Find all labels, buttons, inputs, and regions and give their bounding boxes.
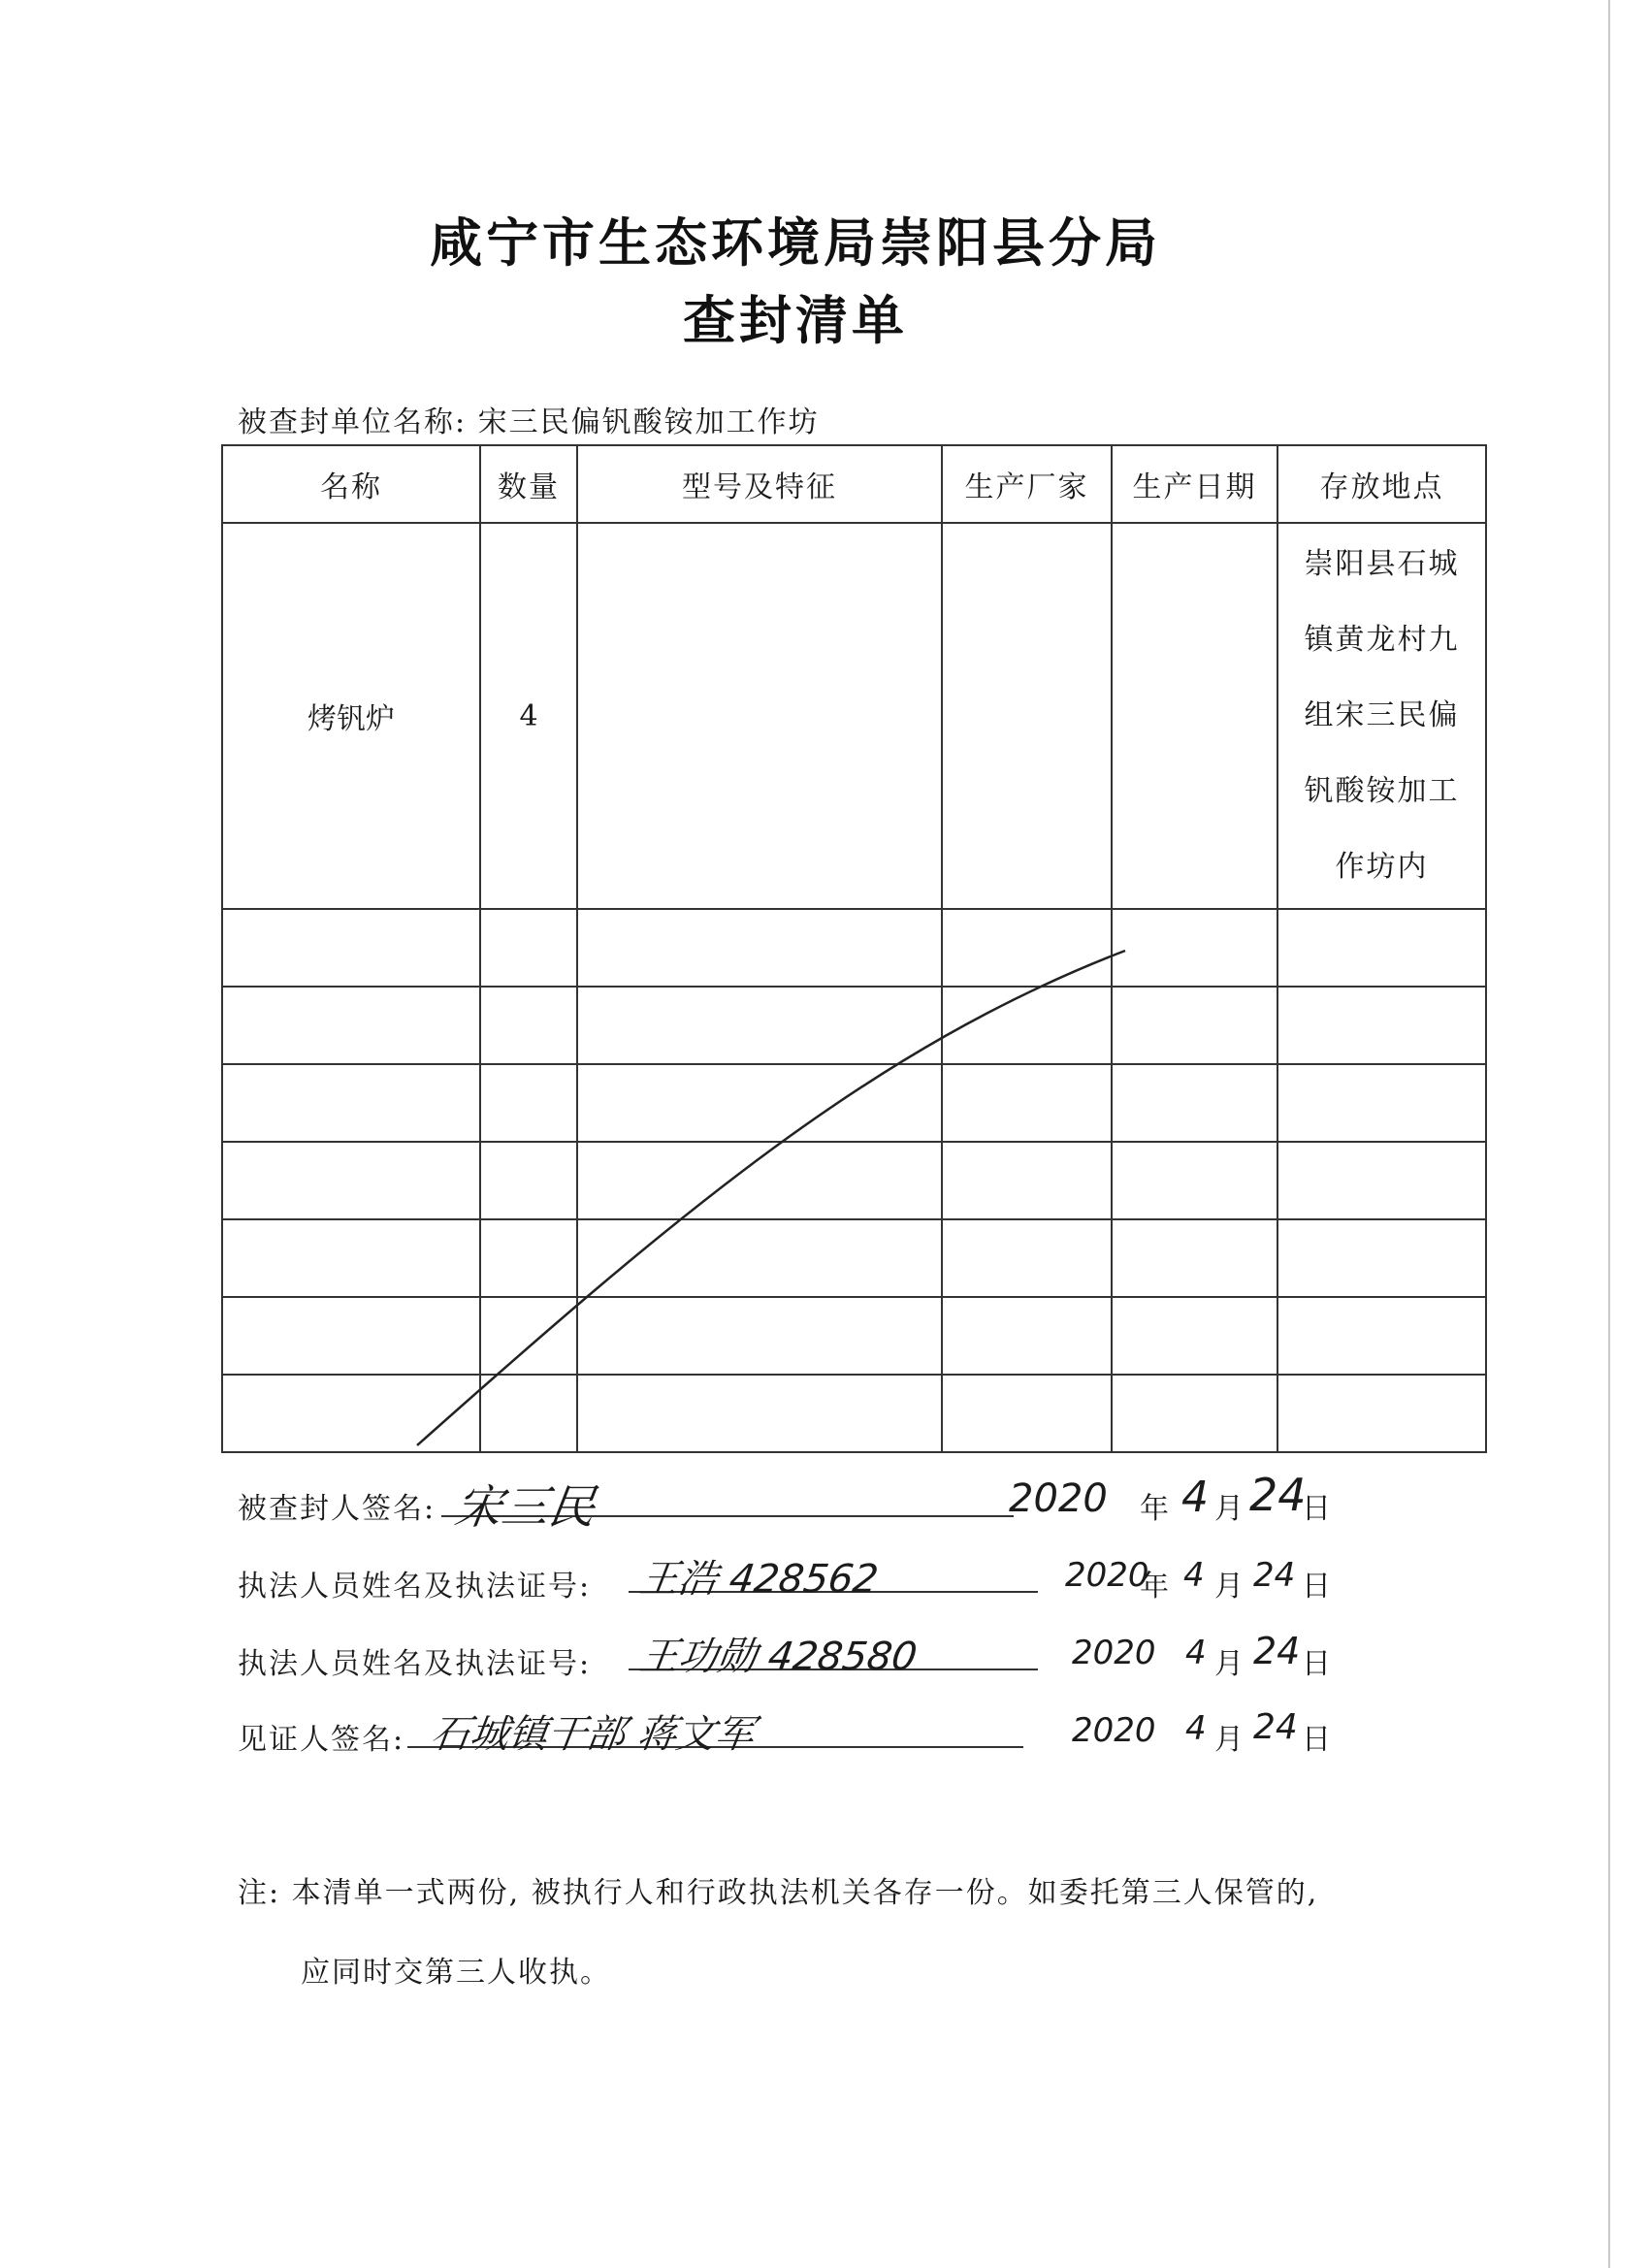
sealed-unit-label: 被查封单位名称: xyxy=(238,405,468,439)
location-line: 镇黄龙村九 xyxy=(1304,623,1460,657)
sealed-party-date-month: 4 xyxy=(1181,1473,1209,1522)
officer1-day-char: 日 xyxy=(1302,1570,1331,1604)
location-line: 作坊内 xyxy=(1335,850,1429,884)
header-manufacturer: 生产厂家 xyxy=(942,445,1112,523)
sealed-unit-value: 宋三民偏钒酸铵加工作坊 xyxy=(477,405,820,439)
header-production-date: 生产日期 xyxy=(1112,445,1277,523)
witness-date-month: 4 xyxy=(1185,1709,1207,1748)
document-subtitle: 查封清单 xyxy=(683,290,908,351)
officer2-month-char: 月 xyxy=(1214,1647,1244,1681)
officer1-label: 执法人员姓名及执法证号: xyxy=(238,1570,592,1604)
witness-signature: 石城镇干部 蒋文军 xyxy=(428,1712,758,1757)
officer2-date-day: 24 xyxy=(1253,1630,1301,1672)
officer1-date-month: 4 xyxy=(1183,1556,1205,1595)
sealed-party-day-char: 日 xyxy=(1302,1492,1331,1526)
sealed-party-year-char: 年 xyxy=(1140,1492,1169,1526)
location-line: 组宋三民偏 xyxy=(1304,698,1460,732)
witness-label: 见证人签名: xyxy=(238,1723,405,1757)
header-model: 型号及特征 xyxy=(577,445,942,523)
sealed-party-date-day: 24 xyxy=(1249,1469,1307,1521)
header-location: 存放地点 xyxy=(1277,445,1486,523)
officer2-day-char: 日 xyxy=(1302,1647,1331,1681)
sealed-party-signature: 宋三民 xyxy=(451,1480,599,1535)
note-line-1: 注: 本清单一式两份, 被执行人和行政执法机关各存一份。如委托第三人保管的, xyxy=(238,1876,1319,1910)
header-quantity: 数量 xyxy=(480,445,577,523)
cell-name: 烤钒炉 xyxy=(222,523,480,909)
officer2-date-year: 2020 xyxy=(1072,1634,1156,1672)
cell-quantity: 4 xyxy=(480,523,577,909)
officer1-year-char: 年 xyxy=(1140,1570,1169,1604)
witness-month-char: 月 xyxy=(1214,1723,1244,1757)
witness-date-year: 2020 xyxy=(1072,1711,1156,1750)
officer2-date-month: 4 xyxy=(1185,1634,1207,1672)
witness-date-day: 24 xyxy=(1253,1707,1298,1747)
location-line: 钒酸铵加工 xyxy=(1304,774,1460,808)
sealed-party-date-year: 2020 xyxy=(1009,1476,1108,1521)
location-line: 崇阳县石城 xyxy=(1304,547,1460,581)
document-title: 咸宁市生态环境局崇阳县分局 xyxy=(430,212,1161,274)
header-name: 名称 xyxy=(222,445,480,523)
officer1-month-char: 月 xyxy=(1214,1570,1244,1604)
sealed-party-label: 被查封人签名: xyxy=(238,1492,436,1526)
officer1-date-year: 2020 xyxy=(1065,1556,1149,1595)
officer2-label: 执法人员姓名及执法证号: xyxy=(238,1647,592,1681)
officer1-date-day: 24 xyxy=(1253,1556,1296,1595)
sealed-party-month-char: 月 xyxy=(1214,1492,1244,1526)
note-line-2: 应同时交第三人收执。 xyxy=(301,1956,611,1990)
witness-day-char: 日 xyxy=(1302,1723,1331,1757)
officer2-signature: 王功勋 428580 xyxy=(636,1635,921,1679)
officer1-signature: 王浩 428562 xyxy=(636,1557,882,1602)
